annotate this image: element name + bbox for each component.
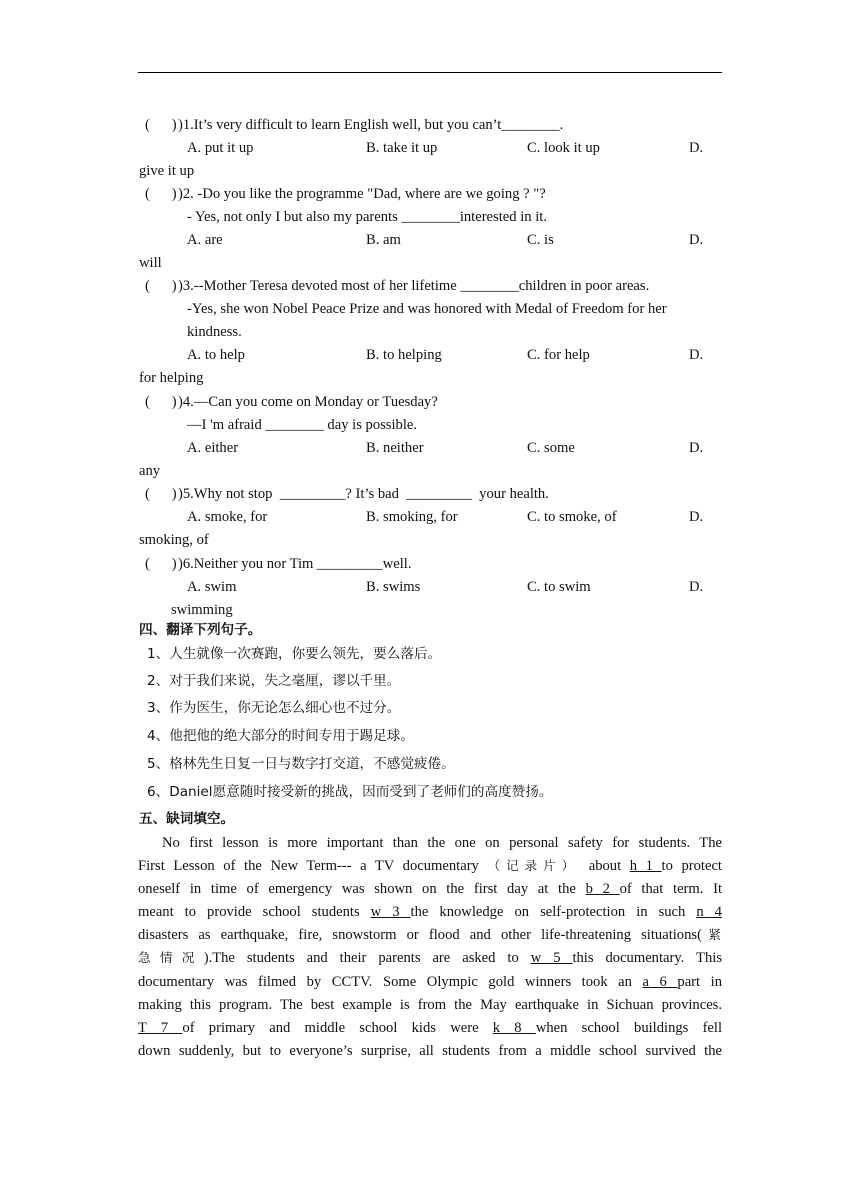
passage-line: No first lesson is more important than the one on personal safety for students. The (162, 835, 722, 851)
option-a: A. are (187, 232, 223, 248)
option-b: B. to helping (366, 347, 442, 363)
blank-4[interactable]: n 4 (696, 904, 722, 920)
option-b: B. am (366, 232, 401, 248)
answer-paren[interactable]: ( ) (145, 186, 177, 202)
option-a: A. to help (187, 347, 245, 363)
question-stem: )1.It’s very difficult to learn English well, but you can’t________. (178, 117, 564, 133)
passage-line: down suddenly, but to everyone’s surprise, all students from a middle school survived the (138, 1043, 722, 1059)
blank-8[interactable]: k 8 (492, 1020, 536, 1036)
option-a: A. put it up (187, 140, 254, 156)
section-title: 四、翻译下列句子。 (139, 622, 262, 638)
option-d: D. (689, 509, 704, 525)
answer-paren[interactable]: ( ) (145, 556, 177, 572)
passage-line: making this program. The best example is from the May earthquake in Sichuan provinces. (138, 997, 722, 1013)
question-stem-line-2: —I 'm afraid ________ day is possible. (187, 417, 418, 433)
blank-6[interactable]: a 6 (642, 974, 678, 990)
option-d-text: smoking, of (139, 532, 209, 548)
option-d-text: swimming (171, 602, 233, 618)
section-title: 五、缺词填空。 (139, 811, 235, 827)
option-d-text: for helping (139, 370, 204, 386)
answer-paren[interactable]: ( ) (145, 394, 177, 410)
passage-line: oneself in time of emergency was shown on the first day at the b 2 of that term. It (138, 881, 723, 897)
translation-item: 4、他把他的绝大部分的时间专用于踢足球。 (147, 728, 414, 744)
question-stem: )4.—Can you come on Monday or Tuesday? (178, 394, 438, 410)
option-d: D. (689, 232, 704, 248)
translation-item: 3、作为医生，你无论怎么细心也不过分。 (147, 700, 401, 716)
option-d-text: will (139, 255, 162, 271)
passage-line: First Lesson of the New Term--- a TV documentary （记录片） about h 1 to protect (138, 858, 722, 874)
blank-1[interactable]: h 1 (629, 858, 662, 874)
passage-line: T 7 of primary and middle school kids were k 8 when school buildings fell (138, 1020, 723, 1036)
option-c: C. for help (527, 347, 590, 363)
question-stem-line-2: - Yes, not only I but also my parents ________interested in it. (187, 209, 547, 225)
option-c: C. is (527, 232, 554, 248)
option-b: B. swims (366, 579, 421, 595)
option-d-text: any (139, 463, 161, 479)
option-c: C. to smoke, of (527, 509, 617, 525)
translation-item: 1、人生就像一次赛跑，你要么领先，要么落后。 (147, 646, 442, 662)
answer-paren[interactable]: ( ) (145, 278, 177, 294)
option-d: D. (689, 140, 704, 156)
option-b: B. take it up (366, 140, 438, 156)
blank-3[interactable]: w 3 (370, 904, 411, 920)
option-d: D. (689, 440, 704, 456)
passage-line: meant to provide school students w 3 the knowledge on self-protection in such n 4 (138, 904, 722, 920)
passage-line: disasters as earthquake, fire, snowstorm or flood and other life-threatening situations(紧 (138, 927, 722, 943)
option-d-text: give it up (139, 163, 195, 179)
question-stem: )2. -Do you like the programme "Dad, where are we going ? "? (178, 186, 546, 202)
option-b: B. neither (366, 440, 424, 456)
passage-line: documentary was filmed by CCTV. Some Olympic gold winners took an a 6 part in (138, 974, 722, 990)
option-a: A. swim (187, 579, 237, 595)
passage-line: 急情况).The students and their parents are asked to w 5 this documentary. This (138, 950, 723, 966)
translation-item: 2、对于我们来说，失之毫厘，谬以千里。 (147, 673, 401, 689)
blank-5[interactable]: w 5 (530, 950, 573, 966)
question-stem-line-3: kindness. (187, 324, 242, 340)
option-d: D. (689, 347, 704, 363)
question-stem: )5.Why not stop _________? It’s bad _________ your health. (178, 486, 549, 502)
answer-paren[interactable]: ( ) (145, 486, 177, 502)
option-a: A. either (187, 440, 239, 456)
option-b: B. smoking, for (366, 509, 458, 525)
answer-paren[interactable]: ( ) (145, 117, 177, 133)
question-stem: )3.--Mother Teresa devoted most of her lifetime ________children in poor areas. (178, 278, 650, 294)
header-rule (138, 72, 722, 73)
question-stem: )6.Neither you nor Tim _________well. (178, 556, 412, 572)
option-c: C. look it up (527, 140, 600, 156)
translation-item: 5、格林先生日复一日与数字打交道，不感觉疲倦。 (147, 756, 455, 772)
option-d: D. (689, 579, 704, 595)
question-stem-line-2: -Yes, she won Nobel Peace Prize and was honored with Medal of Freedom for her (187, 301, 667, 317)
option-a: A. smoke, for (187, 509, 268, 525)
blank-2[interactable]: b 2 (585, 881, 620, 897)
blank-7[interactable]: T 7 (138, 1020, 183, 1036)
option-c: C. to swim (527, 579, 591, 595)
option-c: C. some (527, 440, 575, 456)
translation-item: 6、Daniel愿意随时接受新的挑战，因而受到了老师们的高度赞扬。 (147, 784, 553, 800)
